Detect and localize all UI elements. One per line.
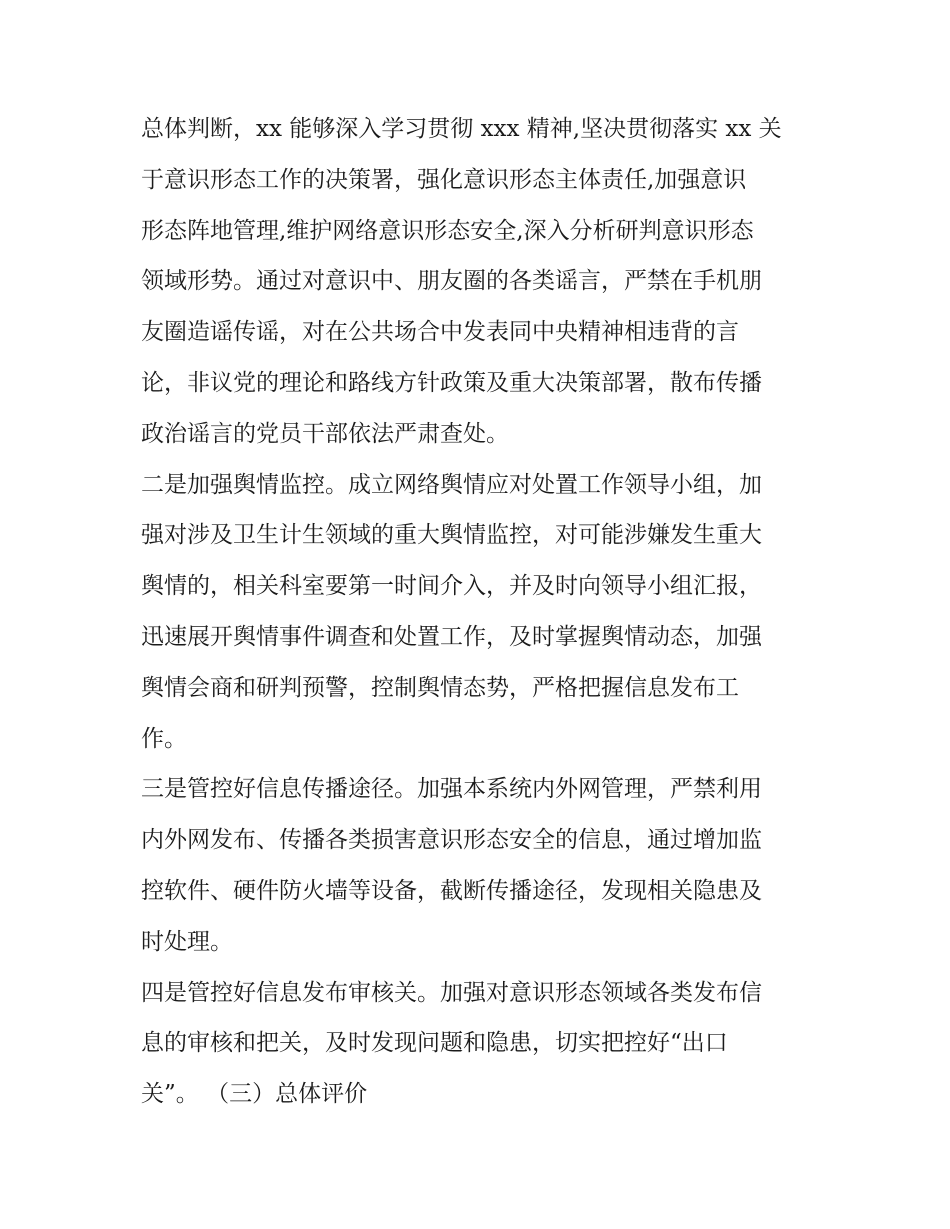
text-line: 论，非议党的理论和路线方针政策及重大决策部署，散布传播 [141, 369, 762, 396]
text-line: 总体判断，xx 能够深入学习贯彻 xxx 精神,坚决贯彻落实 xx 关 [141, 116, 782, 142]
text-line: 内外网发布、传播各类损害意识形态安全的信息，通过增加监 [141, 827, 762, 854]
text-line: 形态阵地管理,维护网络意识形态安全,深入分析研判意识形态 [141, 217, 754, 244]
text-line: 强对涉及卫生计生领域的重大舆情监控，对可能涉嫌发生重大 [141, 522, 762, 549]
text-line: 关”。 （三）总体评价 [141, 1081, 368, 1108]
text-line: 友圈造谣传谣，对在公共场合中发表同中央精神相违背的言 [141, 319, 739, 346]
text-line: 三是管控好信息传播途径。加强本系统内外网管理，严禁利用 [141, 776, 762, 803]
text-line: 舆情会商和研判预警，控制舆情态势，严格把握信息发布工 [141, 674, 739, 701]
text-line: 舆情的，相关科室要第一时间介入，并及时向领导小组汇报， [141, 573, 762, 600]
text-line: 政治谣言的党员干部依法严肃查处。 [141, 420, 509, 447]
text-line: 时处理。 [141, 928, 233, 955]
text-line: 作。 [141, 725, 187, 752]
text-line: 迅速展开舆情事件调查和处置工作，及时掌握舆情动态，加强 [141, 623, 762, 650]
text-line: 四是管控好信息发布审核关。加强对意识形态领域各类发布信 [141, 979, 762, 1006]
text-line: 于意识形态工作的决策署，强化意识形态主体责任,加强意识 [141, 166, 747, 193]
text-line: 二是加强舆情监控。成立网络舆情应对处置工作领导小组，加 [141, 471, 762, 498]
text-line: 领域形势。通过对意识中、朋友圈的各类谣言，严禁在手机朋 [141, 268, 762, 295]
text-line: 控软件、硬件防火墙等设备，截断传播途径，发现相关隐患及 [141, 877, 762, 904]
text-line: 息的审核和把关，及时发现问题和隐患，切实把控好“出口 [141, 1030, 728, 1057]
body-text [141, 104, 821, 1120]
